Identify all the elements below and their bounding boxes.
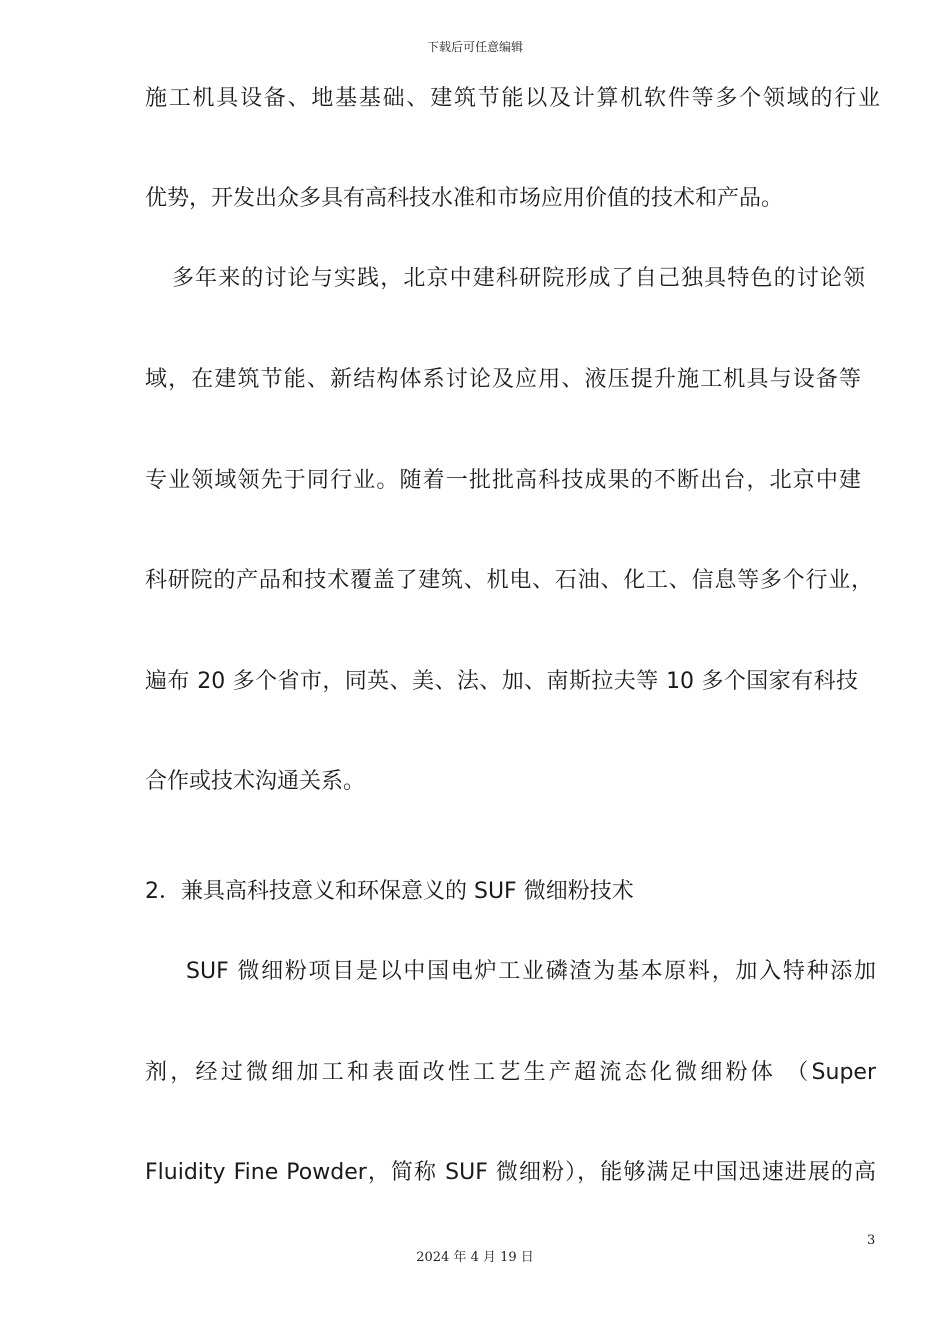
body-line-4: 域，在建筑节能、新结构体系讨论及应用、液压提升施工机具与设备等 (145, 367, 861, 392)
section-line-1: SUF 微细粉项目是以中国电炉工业磷渣为基本原料，加入特种添加 (186, 959, 876, 984)
body-line-1: 施工机具设备、地基基础、建筑节能以及计算机软件等多个领域的行业 (145, 86, 880, 111)
body-line-5: 专业领域领先于同行业。随着一批批高科技成果的不断出台，北京中建 (145, 468, 861, 493)
body-line-8: 合作或技术沟通关系。 (145, 769, 366, 794)
page-number: 3 (867, 1233, 876, 1248)
page-footer-date: 2024 年 4 月 19 日 (416, 1250, 534, 1265)
section-line-3: Fluidity Fine Powder，简称 SUF 微细粉），能够满足中国迅速进展的高 (145, 1160, 876, 1185)
page-header: 下载后可任意编辑 (426, 40, 523, 54)
section-line-2: 剂，经过微细加工和表面改性工艺生产超流态化微细粉体 （Super (145, 1060, 876, 1085)
body-line-3: 多年来的讨论与实践，北京中建科研院形成了自己独具特色的讨论领 (172, 266, 865, 291)
body-line-7: 遍布 20 多个省市，同英、美、法、加、南斯拉夫等 10 多个国家有科技 (145, 669, 858, 694)
section-heading: 2．兼具高科技意义和环保意义的 SUF 微细粉技术 (145, 879, 634, 904)
body-line-2: 优势，开发出众多具有高科技水准和市场应用价值的技术和产品。 (145, 186, 784, 211)
body-line-6: 科研院的产品和技术覆盖了建筑、机电、石油、化工、信息等多个行业， (145, 568, 873, 593)
